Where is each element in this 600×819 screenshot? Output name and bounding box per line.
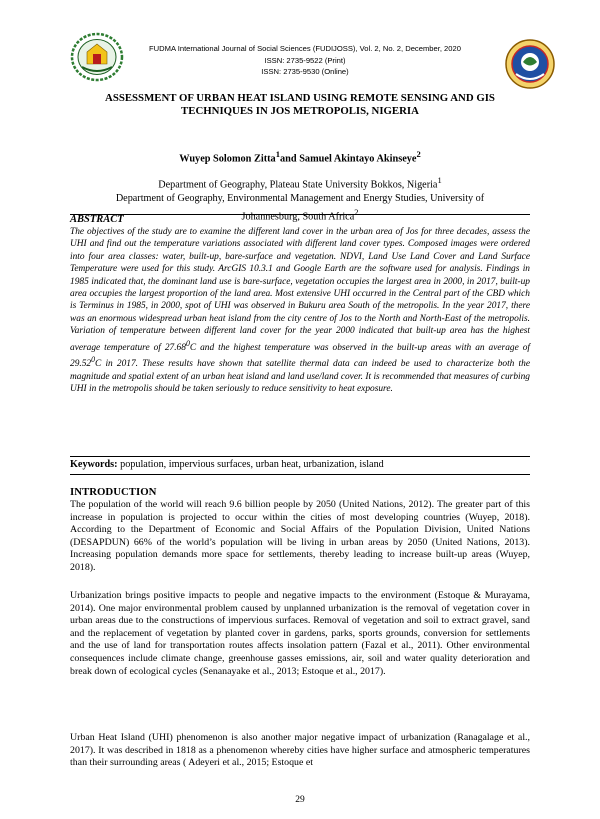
affiliation-1-mark: 1 [437,175,442,185]
title-line-2: TECHNIQUES IN JOS METROPOLIS, NIGERIA [181,105,419,117]
abstract-text-c: C in 2017. These results have shown that satellite thermal data can indeed be used to characterize both the magnitude and spatial extent of an urban heat island and land use/land cover. It is recommended that measures of curbing UHI in the metropolis should be taken seriously to reduce sensitivity to heat exposure. [70,359,530,395]
issn-print: ISSN: 2735-9522 (Print) [264,55,346,65]
abstract-text-b: C and the highest temperature was observed in the built-up areas with an average of 29.52 [70,342,530,370]
author-2: Samuel Akintayo Akinseye [299,153,417,165]
keywords-text: population, impervious surfaces, urban heat, urbanization, island [117,459,384,470]
abstract-text [70,226,530,396]
title-line-1: ASSESSMENT OF URBAN HEAT ISLAND USING REMOTE SENSING AND GIS [105,92,495,104]
keywords-bottom-rule [70,474,530,475]
degree-mark-1: 0 [185,338,190,348]
author-list [70,149,530,164]
affiliation-2-line-1: Department of Geography, Environmental Management and Energy Studies, University of [115,192,485,204]
author-1: Wuyep Solomon Zitta [179,153,276,165]
affiliation-2-text: Johannesburg, South Africa [241,210,355,222]
journal-seal-icon [504,38,556,90]
affiliation-1-text: Department of Geography, Plateau State University Bokkos, Nigeria [158,179,438,191]
journal-header [135,43,475,78]
journal-title-line: FUDMA International Journal of Social Sciences (FUDIJOSS), Vol. 2, No. 2, December, 2020 [149,44,461,53]
author-1-affiliation-mark: 1 [275,149,281,159]
intro-paragraph-3: Urban Heat Island (UHI) phenomenon is also another major negative impact of urbanization (Ranagalage et al., 2017). It was described in 1818 as a phenomenon whereby cities have higher surface and atmospheric temperatures than their surrounding areas ( Adeyeri et al., 2015; Estoque et [70,732,530,769]
page-number: 29 [295,795,305,805]
keywords-label: Keywords: [70,459,118,470]
university-seal-icon [68,30,126,82]
affiliations [70,174,530,224]
paper-title [70,92,530,118]
issn-online: ISSN: 2735-9530 (Online) [261,67,349,76]
author-connector: and [280,153,300,165]
keywords-top-rule [70,456,530,457]
intro-paragraph-1: The population of the world will reach 9.6 billion people by 2050 (United Nations, 2012). The greater part of this increase in population is projected to occur within the cities of most developing countries (Wuyep, 2018). According to the Department of Economic and Social Affairs of the Population Division, United Nations (DESAPDUN) 66% of the world’s population will be living in urban areas by 2050 (United Nations, 2013). Increasing population demands more space for settlements, thereby leading to increase built-up areas (Wuyep, 2018). [70,499,530,573]
abstract-top-rule [70,214,530,215]
abstract-heading: ABSTRACT [70,214,124,225]
introduction-heading: INTRODUCTION [70,486,157,498]
affiliation-2-mark: 2 [354,206,359,217]
degree-mark-2: 0 [91,355,96,365]
intro-paragraph-2: Urbanization brings positive impacts to people and negative impacts to the environment (Estoque & Murayama, 2014). One major environmental problem caused by unplanned urbanization is the removal of vegetation cover in urban areas due to the constructions of impervious surfaces. Removal of vegetation and soil to extract gravel, sand and the replacement of vegetation by planted cover in gardens, parks, sports grounds, conversion for settlements and the use of land for transportation routes affects insolation pattern (Fazal et al., 2011). Other environmental consequences include climate change, greenhouse gasses emissions, air, soil and water quality deterioration and break down of ecological cycles (Senanayake et al., 2013; Estoque et al., 2017). [70,590,530,677]
keywords-line [70,459,530,470]
abstract-text-a: The objectives of the study are to examine the different land cover in the urban area of Jos for three decades, assess the UHI and find out the temperature variations associated with different land cover types. Composed images were ordered into four area classes: water, built-up, bare-surface and vegetation. NDVI, Land Use Land Cover and Land Surface Temperature were used for this study. ArcGIS 10.3.1 and Google Earth are the software used for analysis. Findings in 1985 indicated that, the dominant land use is bare-surface, vegetation occupies the largest area in 2000, in 2017, built-up area occupies the largest proportion of the land area. Most extensive UHI occurred in the Central part of the CBD which is Terminus in 1985, in 2000, spot of UHI was observed in Bukuru area South of the metropolis. In the year 2017, there was an enormous widespread urban heat island from the city centre of Jos to the North and North-East of the metropolis. Variation of temperature between different land cover for the year 2000 indicated that built-up area has the highest average temperature of 27.68 [70,227,530,353]
author-2-affiliation-mark: 2 [416,149,421,159]
affiliation-1 [70,174,530,192]
